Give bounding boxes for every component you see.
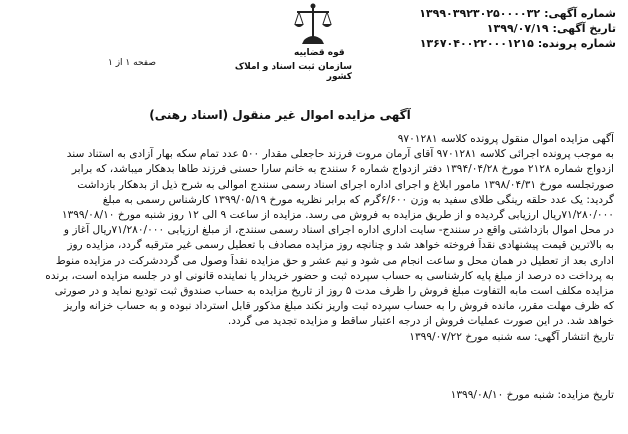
notice-body: [14, 132, 614, 345]
page-number: صفحه ۱ از ۱: [108, 58, 156, 68]
notice-title: آگهی مزایده اموال غیر منقول (اسناد رهنی): [149, 108, 411, 122]
org-name-registration: سازمان ثبت اسناد و املاک کشور: [234, 62, 352, 82]
ad-date-row: [419, 21, 616, 36]
body-line: گردید: یک عدد حلقه رینگی طلای سفید به وزن ۶/۶۰۰گرم که برابر نظریه مورخ ۱۳۹۹/۰۵/۱۹ کارشناس رسمی به مبلغ: [102, 193, 614, 206]
publish-date: تاریخ مزایده: شنبه مورخ ۱۳۹۹/۰۸/۱۰: [450, 389, 614, 401]
case-number-row: [419, 36, 616, 51]
judiciary-logo: [232, 2, 352, 80]
body-line: در محل اموال بازداشتی واقع در سنندج- سایت اداری اداره اجرای اسناد رسمی سنندج، از مبلغ ارزیابی ۷۱/۲۸۰/۰۰۰ریال آغاز و: [63, 224, 614, 237]
notice-metadata: [419, 6, 616, 51]
body-line: صورتجلسه مورخ ۱۳۹۸/۰۴/۳۱ مامور ابلاغ و اجرای اداره اجرای اسناد رسمی سنندج اموالی به شرح ذیل از بدهکار بازداشت: [77, 178, 614, 191]
body-line: به پرداخت ده درصد از مبلغ پایه کارشناسی به حساب سپرده ثبت و حضور خریدار یا نماینده قانونی او در جلسه مزایده است، برنده: [45, 269, 614, 282]
ad-date-value: ۱۳۹۹/۰۷/۱۹: [486, 22, 549, 35]
scales-of-justice-icon: [292, 2, 334, 48]
case-number-value: ۱۳۶۷۰۴۰۰۲۲۰۰۰۱۲۱۵: [419, 37, 534, 50]
ad-number-label: شماره آگهی:: [544, 7, 616, 20]
ad-number-row: [419, 6, 616, 21]
body-line: تاریخ انتشار آگهی: سه شنبه مورخ ۱۳۹۹/۰۷/۲۲: [409, 330, 614, 343]
notice-footer: [451, 388, 614, 403]
ad-date-label: تاریخ آگهی:: [552, 22, 616, 35]
body-line: اداری بعد از تعطیل در همان محل و ساعت انجام می شود و نیم عشر و حق مزایده نقداً وصول می گرددشرکت در مزایده منوط: [55, 254, 614, 267]
ad-number-value: ۱۳۹۹۰۳۹۲۳۰۲۵۰۰۰۰۳۲: [419, 7, 541, 20]
body-line: مزایده مکلف است مابه التفاوت مبلغ فروش را ظرف مدت ۵ روز از تاریخ مزایده به حساب صندوق ثبت تودیع نماید و در صورتی: [54, 285, 614, 298]
body-line: آگهی مزایده اموال منقول پرونده کلاسه ۹۷۰۱۲۸۱: [397, 133, 614, 145]
org-name-judiciary: قوه قضاییه: [294, 48, 345, 58]
body-line: ازدواج شماره ۲۱۲۸ مورخ ۱۳۹۴/۰۴/۲۸ دفتر ازدواج شماره ۶ سنندج به خانم سارا حسنی فرزند طاها بدهکار میباشد، که برابر: [71, 163, 614, 176]
body-line: به موجب پرونده اجرائی کلاسه ۹۷۰۱۲۸۱ آقای آرمان مروت فرزند حاجعلی مقدار ۵۰۰ عدد تمام سکه بهار آزادی به استناد سند: [66, 148, 614, 161]
body-line: که ظرف مهلت مقرر، مانده فروش را به حساب سپرده ثبت واریز نکند مبلغ مذکور قابل استرداد نبوده و به حساب خزانه واریز: [63, 300, 614, 313]
body-line: خواهد شد. در این صورت عملیات فروش از درجه اعتبار ساقط و مزایده تجدید می گردد.: [227, 315, 614, 328]
case-number-label: شماره پرونده:: [537, 37, 616, 50]
body-line: به بالاترین قیمت پیشنهادی نقداً فروخته خواهد شد و چنانچه روز مزایده مصادف با تعطیل رسمی غیر مترقبه گردد، مزایده روز: [67, 239, 614, 252]
body-line: ۷۱/۲۸۰/۰۰۰ریال ارزیابی گردیده و از طریق مزایده به فروش می رسد. مزایده از ساعت ۹ الی ۱۲ روز شنبه مورخ ۱۳۹۹/۰۸/۱۰: [61, 209, 614, 222]
